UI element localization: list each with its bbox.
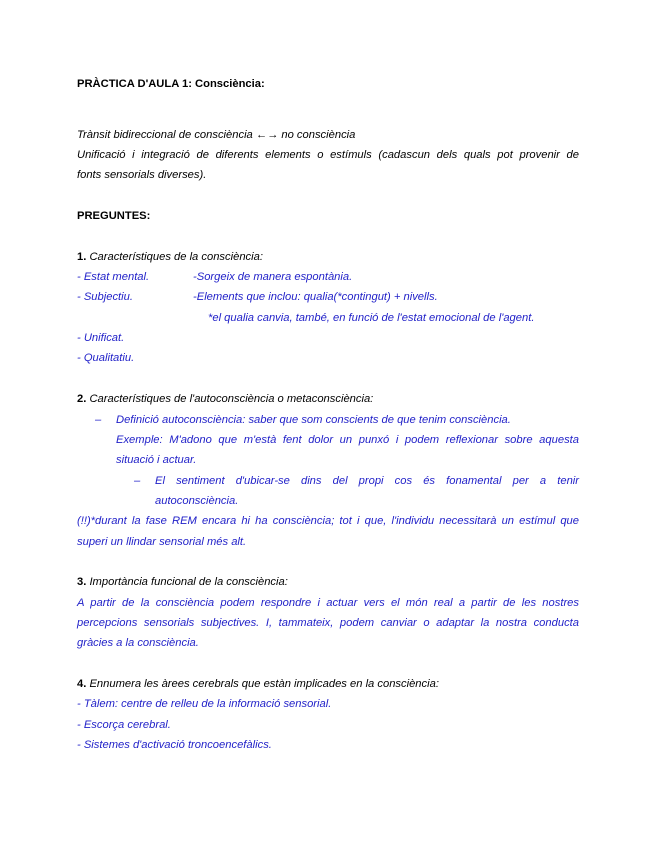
q2-example-line-2: situació i actuar.	[116, 454, 197, 466]
q4-item-talem: - Tàlem: centre de relleu de la informació sensorial.	[77, 698, 332, 710]
document-title: PRÀCTICA D'AULA 1: Consciència:	[77, 78, 265, 90]
q2-bullet-definicio: Definició autoconsciència: saber que som conscients de que tenim consciència.	[116, 414, 511, 426]
q1-item-estat: - Estat mental.	[77, 271, 150, 283]
question-4	[77, 677, 439, 691]
question-2-text: Característiques de l'autoconsciència o metaconsciència:	[89, 393, 374, 405]
intro-line-1: Trànsit bidireccional de consciència ←→ no consciència	[77, 129, 356, 141]
q1-item-unificat: - Unificat.	[77, 332, 125, 344]
q1-item-qualitatiu: - Qualitatiu.	[77, 352, 135, 364]
questions-heading: PREGUNTES:	[77, 210, 151, 222]
intro-line-2: Unificació i integració de diferents elements o estímuls (cadascun dels quals pot provenir de	[77, 149, 579, 161]
question-1	[77, 250, 263, 264]
q4-item-sistemes: - Sistemes d'activació troncoencefàlics.	[77, 739, 272, 751]
question-4-text: Ennumera les àrees cerebrals que estàn implicades en la consciència:	[89, 678, 439, 690]
q2-rem-line-2: superi un llindar sensorial més alt.	[77, 536, 247, 548]
q4-item-escorca: - Escorça cerebral.	[77, 719, 171, 731]
intro-line-3: fonts sensorials diverses).	[77, 169, 207, 181]
q1-note-qualia: *el qualia canvia, també, en funció de l'estat emocional de l'agent.	[208, 312, 535, 324]
question-4-number: 4.	[77, 678, 87, 690]
question-3-number: 3.	[77, 576, 87, 588]
q1-col2-sorgeix: -Sorgeix de manera espontània.	[193, 271, 353, 283]
question-2-number: 2.	[77, 393, 87, 405]
question-3-text: Importància funcional de la consciència:	[89, 576, 288, 588]
q2-bullet-2-dash: –	[134, 475, 141, 487]
q2-rem-line-1: (!!)*durant la fase REM encara hi ha consciència; tot i que, l'individu necessitarà un estímul que	[77, 515, 579, 527]
q2-bullet-1-dash: –	[95, 414, 102, 426]
q3-answer-line-2: percepcions sensorials subjectives. I, tammateix, podem canviar o adaptar la nostra conducta	[77, 617, 579, 629]
q2-example-line-1: Exemple: M'adono que m'està fent dolor un punxó i podem reflexionar sobre aquesta	[116, 434, 579, 446]
q1-col2-elements: -Elements que inclou: qualia(*contingut) + nivells.	[193, 291, 438, 303]
question-1-number: 1.	[77, 251, 87, 263]
question-2	[77, 392, 373, 406]
q3-answer-line-3: gràcies a la consciència.	[77, 637, 199, 649]
question-1-text: Característiques de la consciència:	[89, 251, 263, 263]
q2-bullet-sentiment-line-2: autoconsciència.	[155, 495, 239, 507]
q1-item-subjectiu: - Subjectiu.	[77, 291, 133, 303]
q3-answer-line-1: A partir de la consciència podem respondre i actuar vers el món real a partir de les nostres	[77, 597, 579, 609]
question-3	[77, 575, 288, 589]
q2-bullet-sentiment-line-1: El sentiment d'ubicar-se dins del propi cos és fonamental per a tenir	[155, 475, 579, 487]
